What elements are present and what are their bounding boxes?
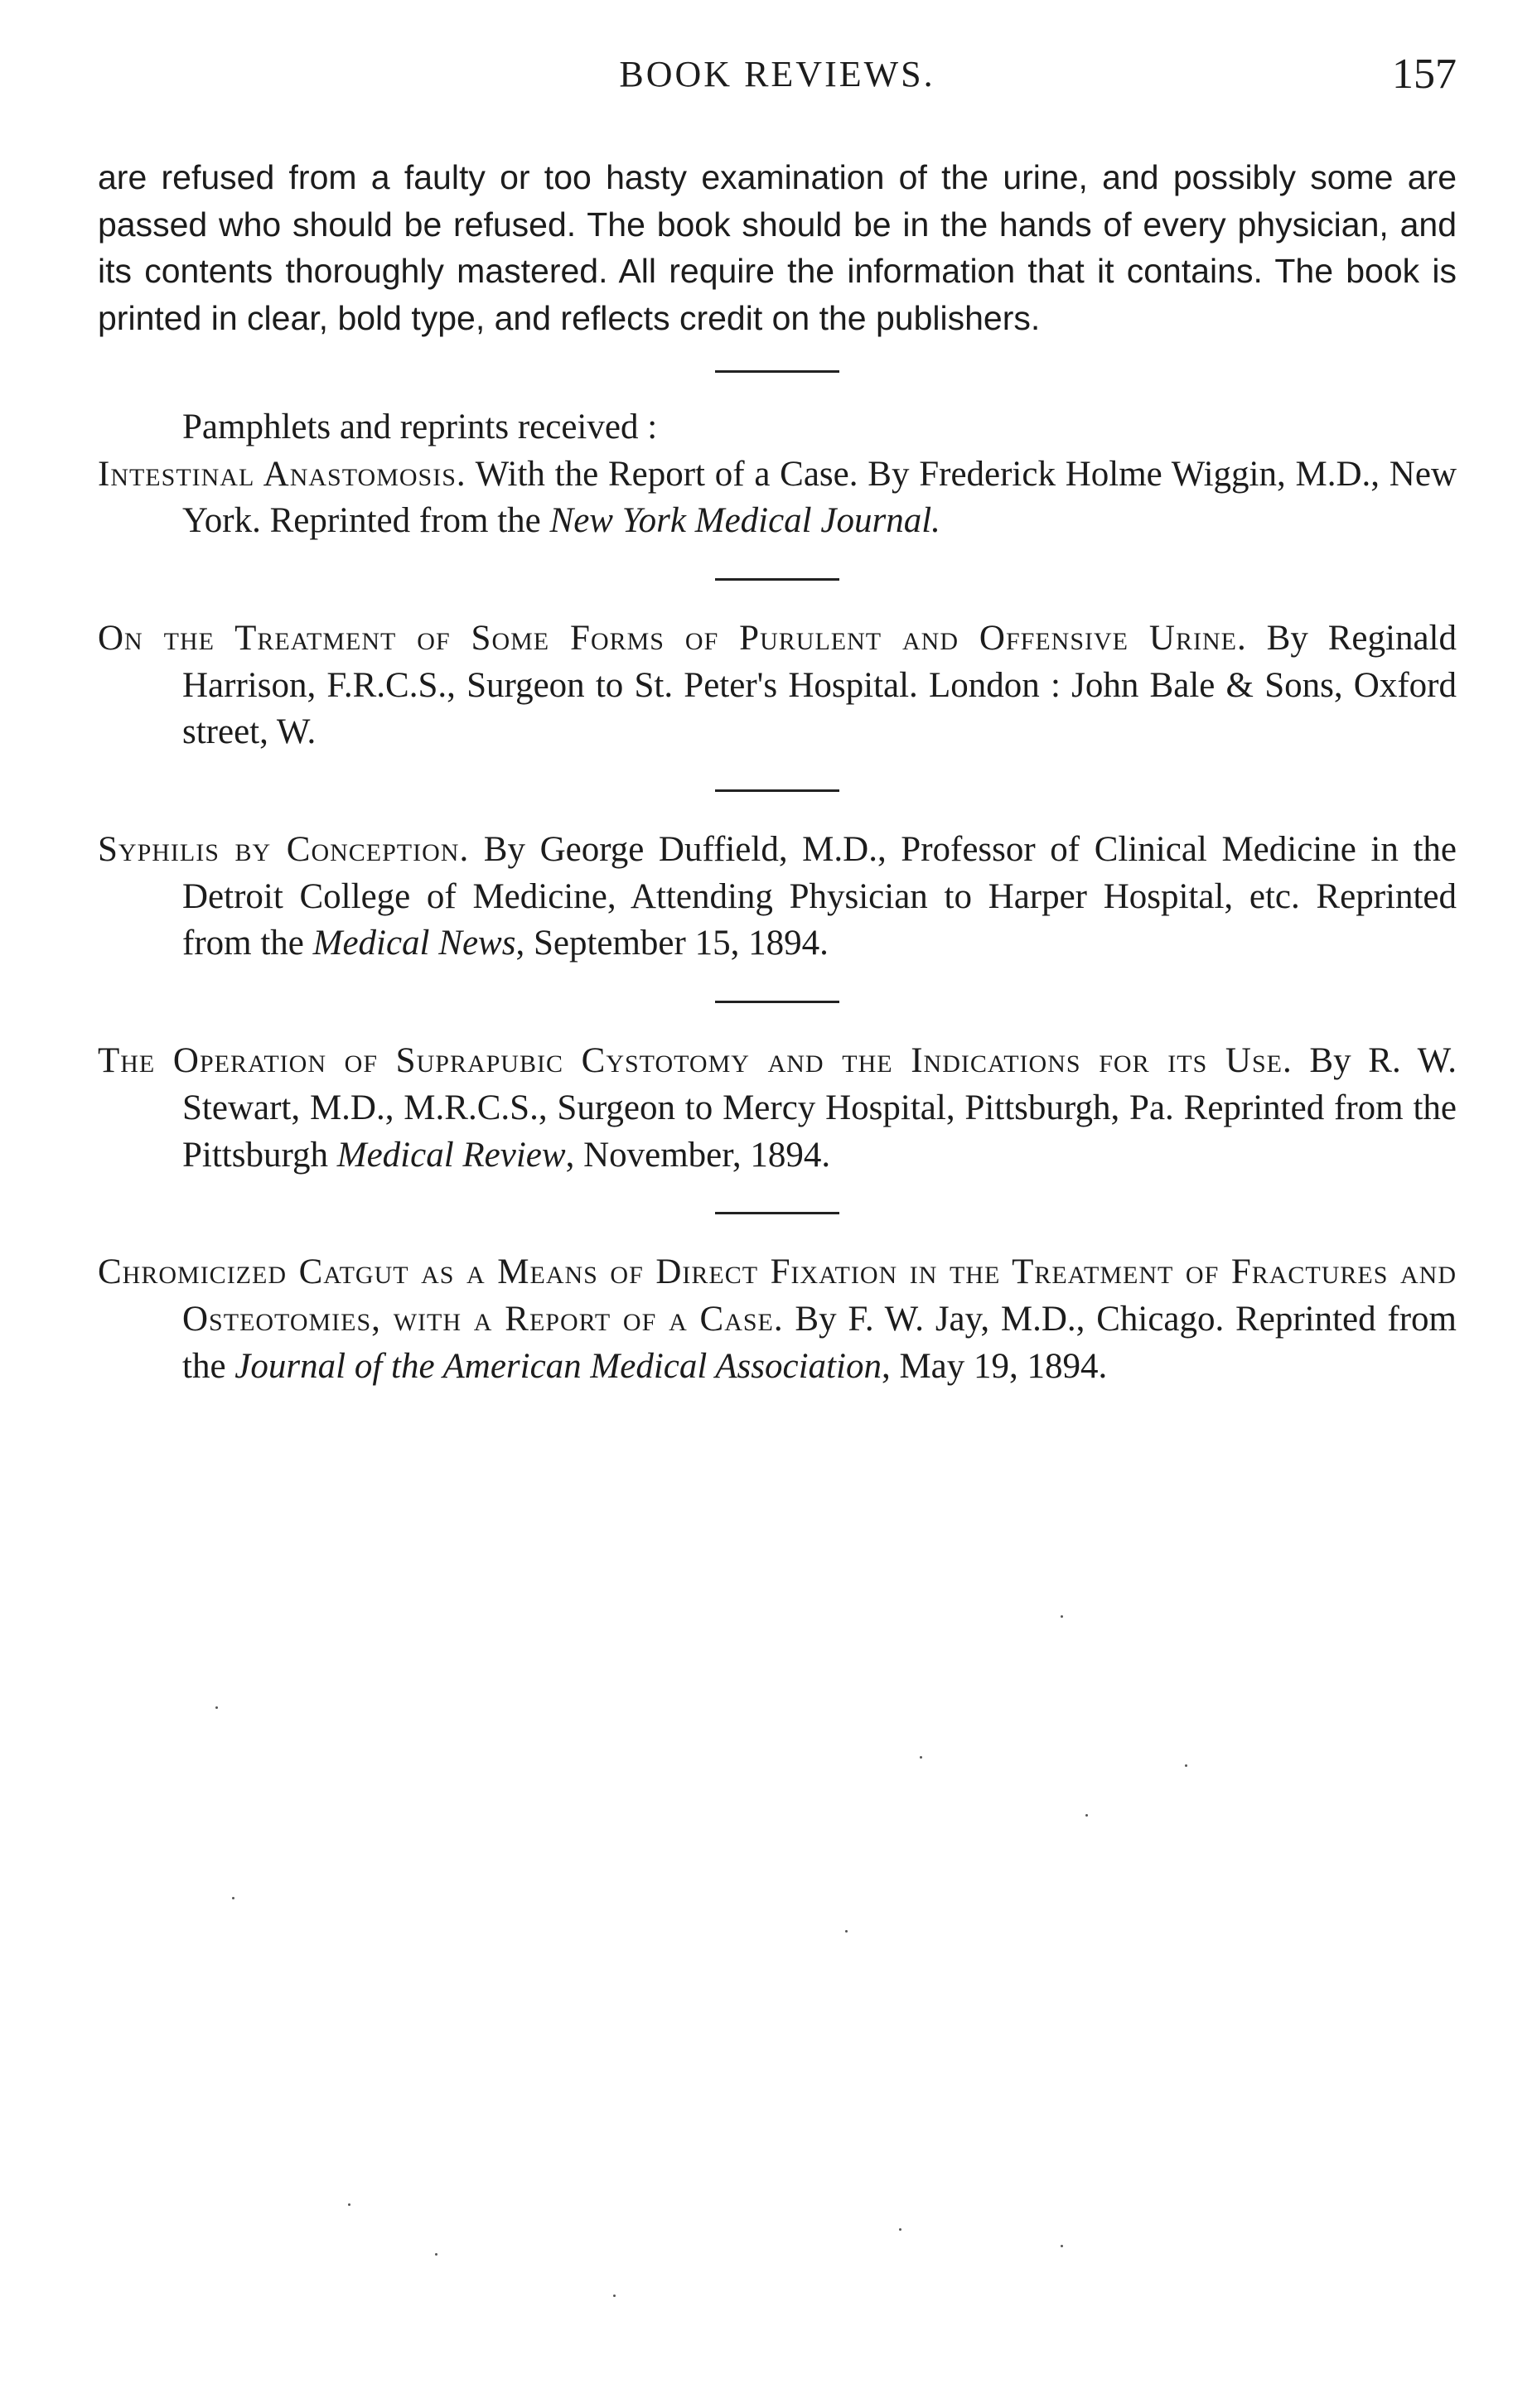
entry-after: , November, 1894. — [565, 1135, 831, 1175]
entry-journal: Medical News — [312, 924, 516, 963]
pamphlet-entry-purulent-urine — [98, 615, 1457, 756]
entry-text: By Reginald Harrison, F.R.C.S., Surgeon to St. Peter's Hospital. London : John Bale & Sons, Oxford street, W. — [182, 618, 1457, 752]
scan-speck — [899, 2228, 901, 2231]
page-header — [98, 48, 1457, 114]
scan-speck — [1185, 1764, 1187, 1767]
section-divider — [715, 1001, 839, 1003]
pamphlet-entry-syphilis — [98, 827, 1457, 968]
section-divider — [715, 789, 839, 792]
entry-title: On the Treatment of Some Forms of Purulent and Offensive Urine. — [98, 618, 1247, 658]
entry-text: With the Report of a Case. By Frederick Holme Wiggin, M.D., New York. Reprinted from the — [182, 454, 1457, 541]
section-divider — [715, 578, 839, 581]
pamphlet-entry-cystotomy — [98, 1038, 1457, 1179]
page-body — [98, 154, 1457, 1390]
pamphlets-intro: Pamphlets and reprints received : — [182, 407, 658, 446]
entry-text: By R. W. Stewart, M.D., M.R.C.S., Surgeon to Mercy Hospital, Pittsburgh, Pa. Reprinted from the Pittsburgh — [182, 1041, 1457, 1175]
entry-journal: Journal of the American Medical Association — [234, 1346, 882, 1386]
entry-title: Chromicized Catgut as a Means of Direct Fixation in the Treatment of Fractures and Osteotomies, with a Report of a Case. — [98, 1252, 1457, 1339]
scan-speck — [232, 1897, 234, 1899]
scan-speck — [920, 1756, 922, 1759]
entry-journal: Medical Review — [336, 1135, 566, 1175]
entry-title: The Operation of Suprapubic Cystotomy and the Indications for its Use. — [98, 1041, 1293, 1081]
entry-title: Syphilis by Conception. — [98, 830, 470, 870]
scan-speck — [845, 1930, 848, 1933]
entry-text: By George Duffield, M.D., Professor of Clinical Medicine in the Detroit College of Medicine, Attending Physician to Harper Hospital, etc. Reprinted from the — [182, 830, 1457, 963]
scan-speck — [1061, 1615, 1063, 1618]
scan-speck — [1061, 2245, 1063, 2247]
scan-speck — [435, 2253, 437, 2256]
scan-speck — [1085, 1814, 1088, 1817]
page-number: 157 — [1392, 51, 1457, 98]
section-divider — [715, 370, 839, 373]
scan-speck — [348, 2203, 350, 2206]
entry-after: , September 15, 1894. — [515, 924, 829, 963]
scan-speck — [215, 1706, 218, 1709]
scan-speck — [613, 2295, 616, 2297]
entry-text: By F. W. Jay, M.D., Chicago. Reprinted from the — [182, 1299, 1457, 1386]
entry-after: , May 19, 1894. — [881, 1346, 1108, 1386]
entry-title: Intestinal Anastomosis. — [98, 454, 466, 494]
section-divider — [715, 1212, 839, 1214]
review-paragraph: are refused from a faulty or too hasty examination of the urine, and possibly some are passed who should be refused. The book should be in the hands of every physician, and its contents thoroughly mastered. All require the information that it contains. The book is printed in clear, bold type, and reflects credit on the publishers. — [98, 158, 1457, 338]
entry-journal: New York Medical Journal. — [549, 501, 940, 541]
running-head: BOOK REVIEWS. — [619, 54, 935, 94]
pamphlet-entry-intestinal-anastomosis — [98, 451, 1457, 545]
pamphlet-entry-catgut — [98, 1249, 1457, 1390]
